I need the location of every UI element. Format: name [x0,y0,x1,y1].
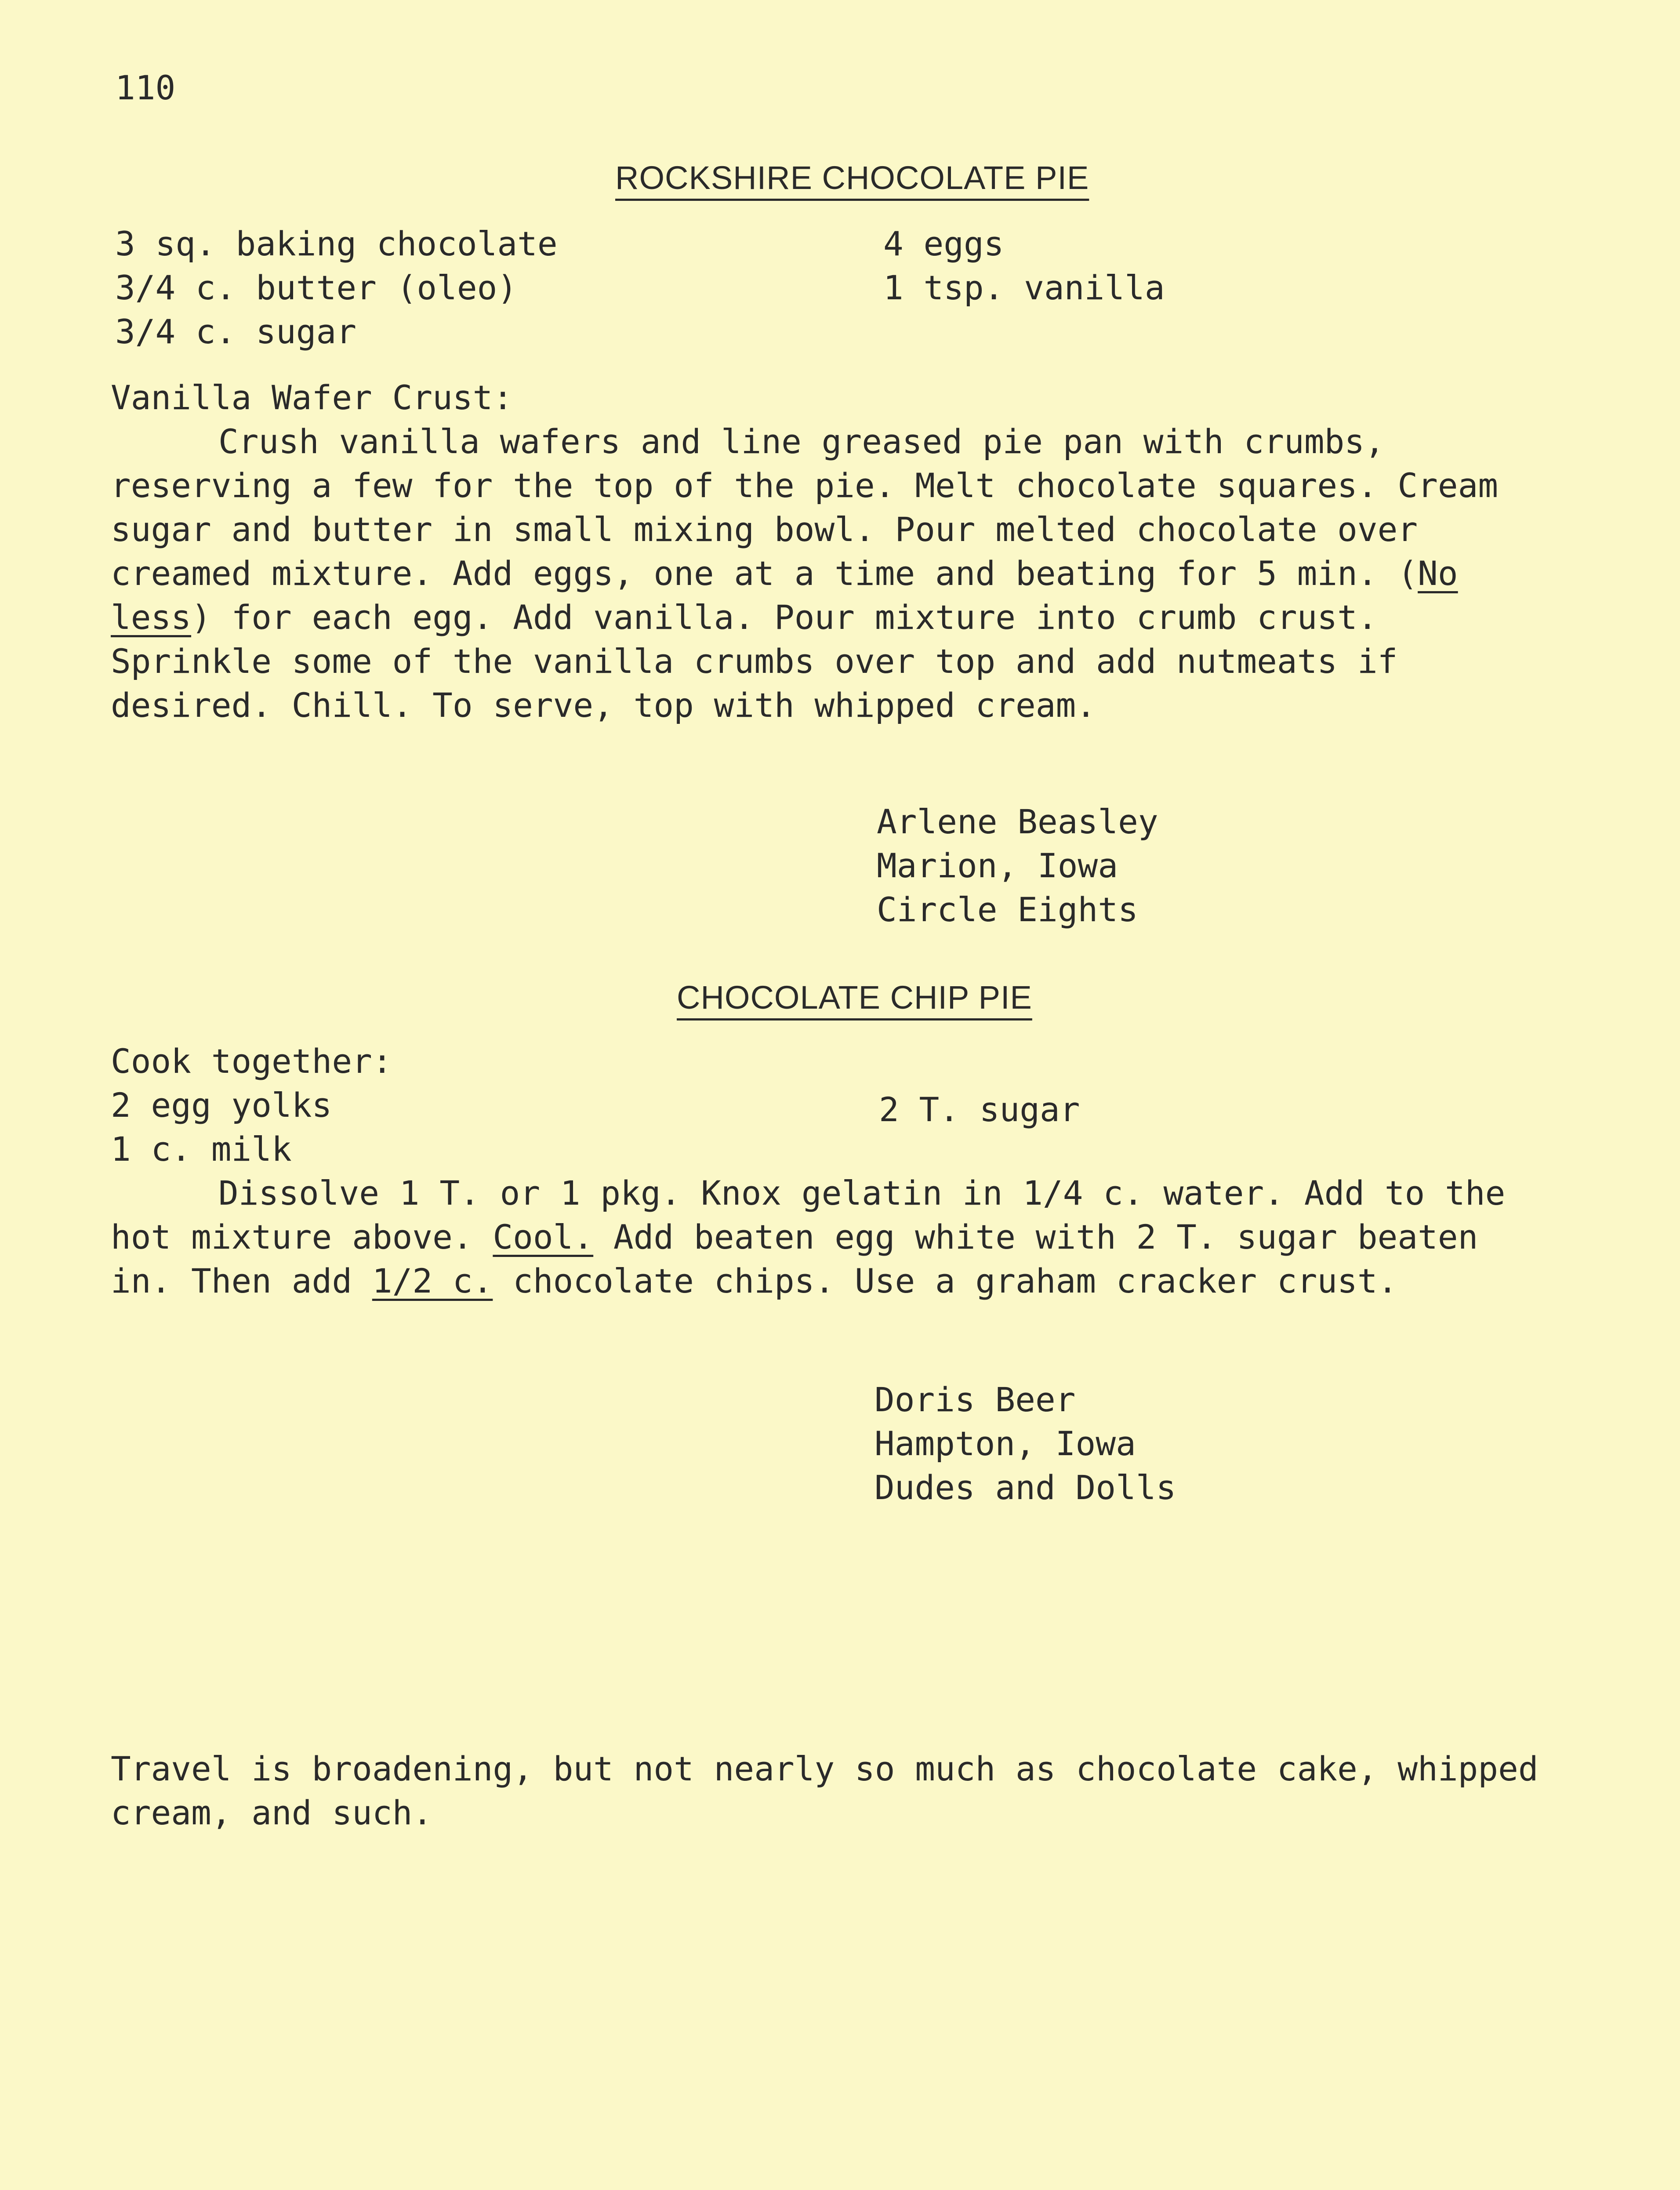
contributor-club: Dudes and Dolls [874,1468,1176,1507]
contributor-club: Circle Eights [877,890,1138,929]
contributor-name: Arlene Beasley [877,802,1158,841]
emphasis-half-cup: 1/2 c. [372,1261,493,1300]
emphasis-cool: Cool. [493,1217,594,1257]
ingredient: 3 sq. baking chocolate [115,224,558,263]
recipe-directions-rockshire: Crush vanilla wafers and line greased pie pan with crumbs, reserving a few for the top of the pie. Melt chocolate squares. Cream sugar and butter in small mixing bowl. Pour melted chocolate over creamed mixture. Add eggs, one at a time and beating for 5 min. (No less) for each egg. Add vanilla. Pour mixture into crumb crust. Sprinkle some of the vanilla crumbs over top and add nutmeats if desired. Chill. To serve, top with whipped cream. [111,422,1499,725]
emphasis-no-less: No less [111,554,1458,637]
contributor-name: Doris Beer [874,1380,1076,1419]
recipe-title-chocolate-chip: CHOCOLATE CHIP PIE [677,979,1032,1016]
ingredient: 1 tsp. vanilla [883,268,1165,307]
page-number: 110 [115,68,176,107]
recipe-directions-chocolate-chip: Dissolve 1 T. or 1 pkg. Knox gelatin in 1/4 c. water. Add to the hot mixture above. Cool. Add beaten egg white with 2 T. sugar beaten in. Then add 1/2 c. chocolate chips. Use a graham cracker crust. [111,1173,1506,1300]
ingredient: 1 c. milk [111,1130,292,1169]
contributor-location: Hampton, Iowa [874,1424,1136,1463]
ingredient: 2 egg yolks [111,1086,332,1125]
ingredient: 3/4 c. sugar [115,312,357,351]
ingredient: 2 T. sugar [879,1090,1080,1129]
closing-quote: Travel is broadening, but not nearly so much as chocolate cake, whipped cream, and such. [111,1749,1538,1832]
recipe-title-rockshire: ROCKSHIRE CHOCOLATE PIE [615,160,1089,196]
cook-intro: Cook together: [111,1042,392,1081]
ingredient: 3/4 c. butter (oleo) [115,268,518,307]
contributor-location: Marion, Iowa [877,846,1118,885]
ingredient: 4 eggs [883,224,1004,263]
crust-heading: Vanilla Wafer Crust: [111,378,513,417]
